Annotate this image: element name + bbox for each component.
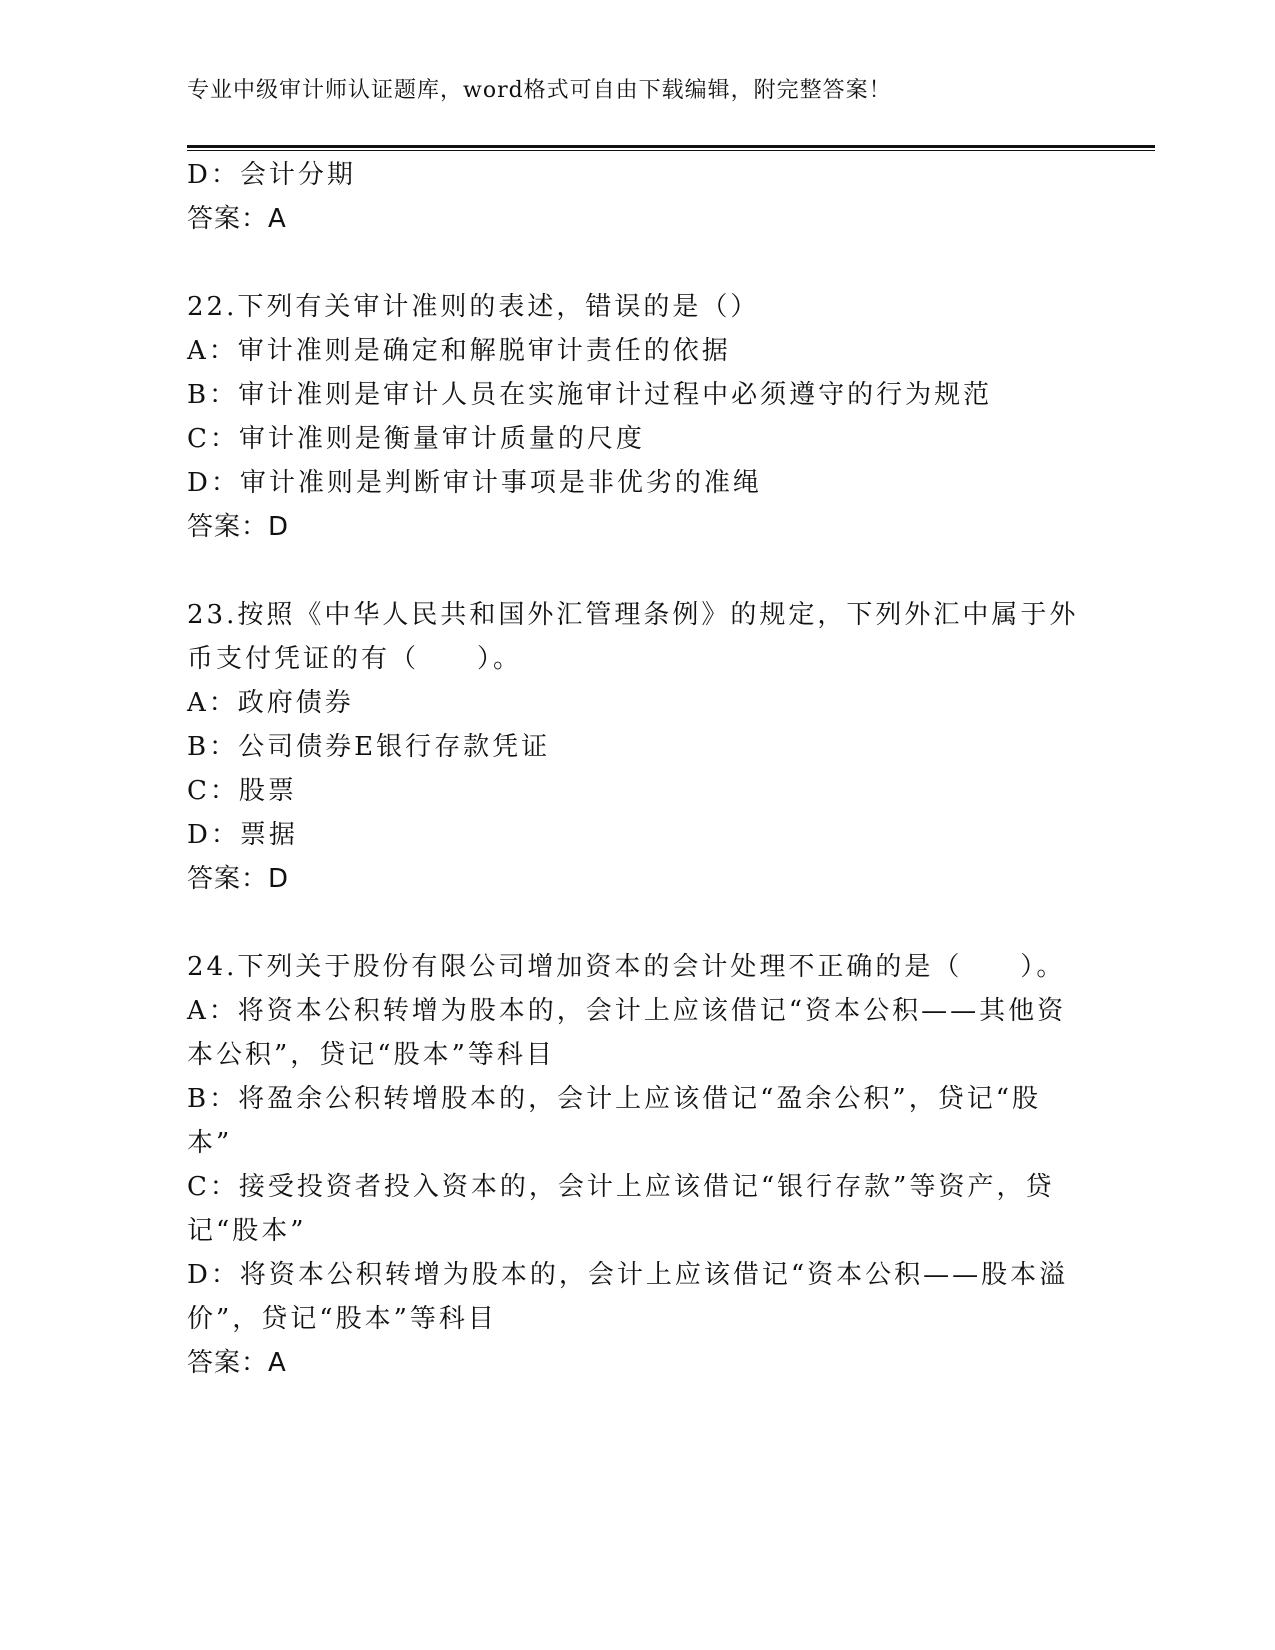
q24-option-a-line1: A：将资本公积转增为股本的，会计上应该借记“资本公积——其他资 xyxy=(187,996,1067,1026)
page-header: 专业中级审计师认证题库，word格式可自由下载编辑，附完整答案！ xyxy=(187,78,892,103)
q24-option-c-line1: C：接受投资者投入资本的，会计上应该借记“银行存款”等资产，贷 xyxy=(187,1172,1055,1202)
q23-stem-line1: 23.按照《中华人民共和国外汇管理条例》的规定，下列外汇中属于外 xyxy=(187,600,1079,630)
q24-answer: 答案：A xyxy=(187,1348,287,1378)
q24-option-c-line2: 记“股本” xyxy=(187,1216,307,1246)
q22-option-d: D：审计准则是判断审计事项是非优劣的准绳 xyxy=(187,468,762,498)
q22-option-c: C：审计准则是衡量审计质量的尺度 xyxy=(187,424,645,454)
header-divider-thick xyxy=(187,145,1155,148)
q23-option-a: A：政府债券 xyxy=(187,688,354,718)
q22-option-a: A：审计准则是确定和解脱审计责任的依据 xyxy=(187,336,731,366)
q24-option-b-line2: 本” xyxy=(187,1128,233,1158)
q23-option-d: D：票据 xyxy=(187,820,298,850)
q24-option-b-line1: B：将盈余公积转增股本的，会计上应该借记“盈余公积”，贷记“股 xyxy=(187,1084,1041,1114)
q24-option-d-line2: 价”，贷记“股本”等科目 xyxy=(187,1304,497,1334)
q21-option-d: D：会计分期 xyxy=(187,160,356,190)
q21-answer: 答案：A xyxy=(187,204,287,234)
q22-option-b: B：审计准则是审计人员在实施审计过程中必须遵守的行为规范 xyxy=(187,380,993,410)
q22-answer: 答案：D xyxy=(187,512,290,542)
q24-option-d-line1: D：将资本公积转增为股本的，会计上应该借记“资本公积——股本溢 xyxy=(187,1260,1069,1290)
q22-stem: 22.下列有关审计准则的表述，错误的是（） xyxy=(187,292,760,322)
q23-stem-line2: 币支付凭证的有（ ）。 xyxy=(187,644,523,674)
q24-option-a-line2: 本公积”，贷记“股本”等科目 xyxy=(187,1040,555,1070)
header-divider-thin xyxy=(187,150,1155,151)
q23-option-b: B：公司债券E银行存款凭证 xyxy=(187,732,551,762)
q24-stem: 24.下列关于股份有限公司增加资本的会计处理不正确的是（ ）。 xyxy=(187,952,1066,982)
q23-answer: 答案：D xyxy=(187,864,290,894)
q23-option-c: C：股票 xyxy=(187,776,297,806)
